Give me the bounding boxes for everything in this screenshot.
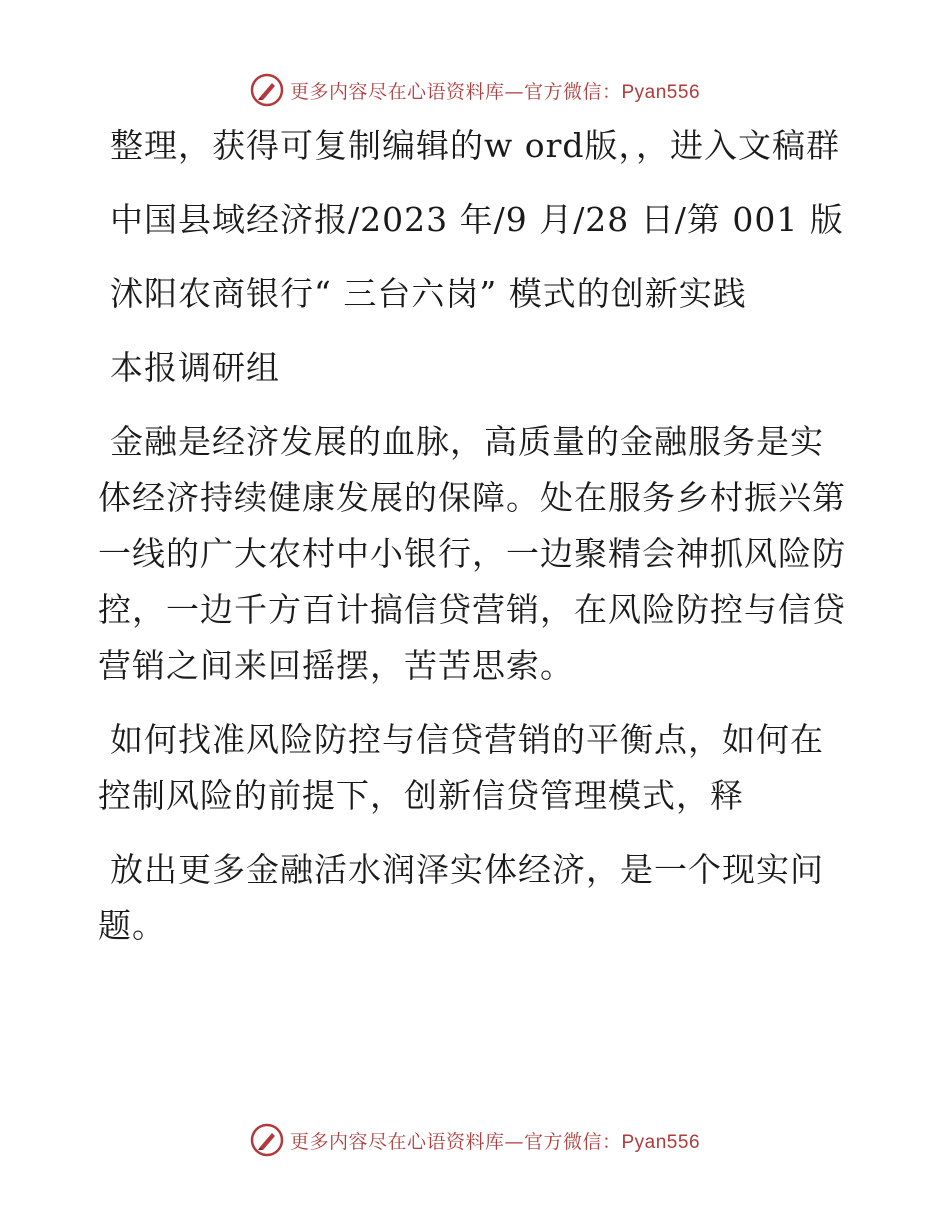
banner-text: 更多内容尽在心语资料库—官方微信：Pyan556 xyxy=(289,80,701,103)
paragraph-body-2: 如何找准风险防控与信贷营销的平衡点，如何在控制风险的前提下，创新信贷管理模式，释 xyxy=(98,720,824,815)
paragraph-author: 本报调研组 xyxy=(110,348,280,387)
paragraph-intro: 整理，获得可复制编辑的w ord版，，进入文稿群 xyxy=(110,126,841,165)
header-banner xyxy=(0,70,950,110)
paragraph-body-1: 金融是经济发展的血脉，高质量的金融服务是实体经济持续健康发展的保障。处在服务乡村振兴第一线的广大农村中小银行，一边聚精会神抓风险防控，一边千方百计搞信贷营销，在风险防控与信贷营销之间来回摇摆，苦苦思索。 xyxy=(98,422,846,685)
banner-text: 更多内容尽在心语资料库—官方微信：Pyan556 xyxy=(289,1130,701,1153)
paragraph-title: 沭阳农商银行“ 三台六岗” 模式的创新实践 xyxy=(110,274,747,313)
pen-logo-icon xyxy=(250,73,284,107)
pen-logo-icon xyxy=(250,1123,284,1157)
paragraph-source: 中国县域经济报/2023 年/9 月/28 日/第 001 版 xyxy=(110,200,844,239)
wechat-id: Pyan556 xyxy=(621,81,701,103)
paragraph-body-3: 放出更多金融活水润泽实体经济，是一个现实问题。 xyxy=(98,850,824,945)
footer-banner xyxy=(0,1120,950,1160)
document-body xyxy=(98,118,850,972)
wechat-id: Pyan556 xyxy=(621,1131,701,1153)
